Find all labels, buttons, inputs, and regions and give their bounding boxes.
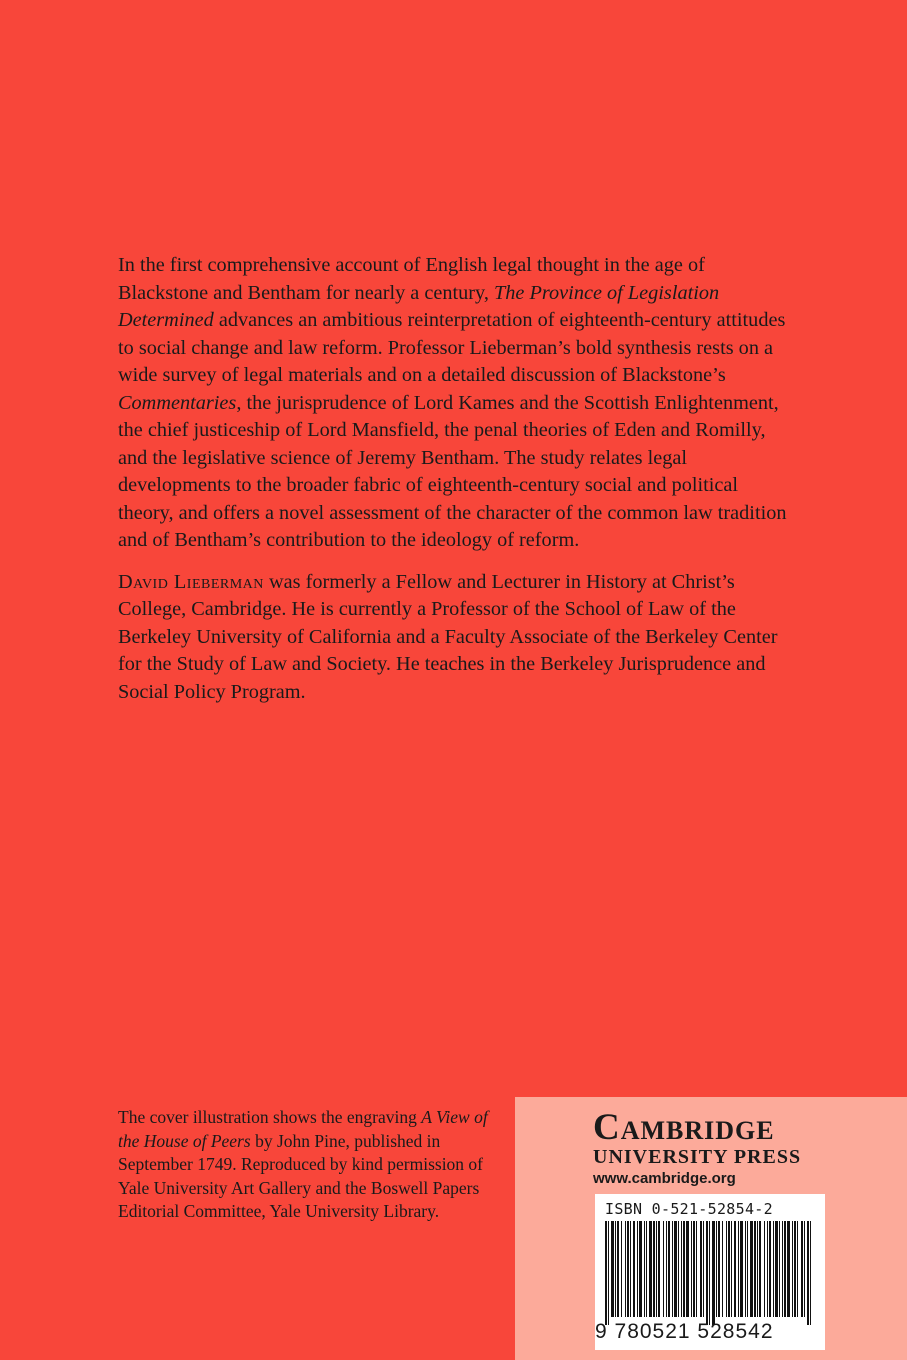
barcode-bar bbox=[683, 1221, 685, 1317]
barcode-bar bbox=[666, 1221, 667, 1317]
barcode-panel bbox=[595, 1194, 825, 1350]
barcode-bar bbox=[653, 1221, 655, 1317]
barcode-bar bbox=[678, 1221, 679, 1317]
barcode-bar bbox=[794, 1221, 796, 1317]
barcode-bar bbox=[784, 1221, 786, 1317]
barcode-bar bbox=[754, 1221, 756, 1317]
barcode-bar bbox=[801, 1221, 803, 1317]
barcode-bar bbox=[716, 1221, 717, 1317]
barcode-bar bbox=[810, 1221, 811, 1325]
book-title: The Province of Legislation Determined bbox=[118, 281, 720, 331]
description-paragraph bbox=[118, 252, 798, 555]
barcode-bar bbox=[693, 1221, 695, 1317]
barcode-bar bbox=[608, 1221, 609, 1325]
barcode-bar bbox=[706, 1221, 708, 1325]
barcode-bar bbox=[691, 1221, 692, 1317]
publisher-name: Cambridge bbox=[593, 1107, 775, 1148]
barcode-bar bbox=[738, 1221, 739, 1317]
barcode-bar bbox=[630, 1221, 631, 1317]
barcode-bar bbox=[782, 1221, 783, 1317]
barcode-bar bbox=[663, 1221, 664, 1317]
barcode-bar bbox=[637, 1221, 638, 1317]
barcode-bar bbox=[740, 1221, 743, 1317]
isbn-label: ISBN 0-521-52854-2 bbox=[605, 1200, 773, 1218]
barcode-bar bbox=[726, 1221, 727, 1317]
barcode-bar bbox=[759, 1221, 761, 1317]
barcode-bar bbox=[644, 1221, 645, 1317]
barcode-bar bbox=[745, 1221, 746, 1317]
barcode-bar bbox=[611, 1221, 614, 1317]
barcode-bar bbox=[703, 1221, 704, 1317]
barcode-bar bbox=[747, 1221, 748, 1317]
barcode-bar bbox=[712, 1221, 715, 1325]
barcode-icon bbox=[603, 1221, 817, 1325]
barcode-bar bbox=[779, 1221, 780, 1317]
barcode-bar bbox=[757, 1221, 758, 1317]
barcode-bar bbox=[658, 1221, 660, 1317]
cover-credit bbox=[118, 1106, 498, 1224]
publisher-url: www.cambridge.org bbox=[593, 1170, 736, 1187]
barcode-bar bbox=[696, 1221, 697, 1317]
barcode-bar bbox=[605, 1221, 607, 1325]
barcode-bar bbox=[681, 1221, 682, 1317]
author-bio-text: was formerly a Fellow and Lecturer in History at Christ’s College, Cambridge. He is currently a Professor of the School of Law of the Berkeley University of California and a Faculty Associate of the Berkeley Center for the Study of Law and Society. He teaches in the Berkeley Jurisprudence and Social Policy Program. bbox=[118, 570, 778, 703]
barcode-bar bbox=[686, 1221, 689, 1317]
barcode-bar bbox=[734, 1221, 736, 1317]
description-text-3: , the jurisprudence of Lord Kames and the Scottish Enlightenment, the chief justiceship of Lord Mansfield, the penal theories of Eden and Romilly, and the legislative science of Jeremy Bentham. The study relates legal developments to the broader fabric of eighteenth-century social and political theory, and offers a novel assessment of the character of the common law tradition and of Bentham’s contribution to the ideology of reform. bbox=[118, 391, 787, 551]
barcode-bar bbox=[775, 1221, 778, 1317]
barcode-bar bbox=[672, 1221, 673, 1317]
barcode-bar bbox=[750, 1221, 753, 1317]
barcode-bar bbox=[792, 1221, 793, 1317]
barcode-bar bbox=[767, 1221, 768, 1317]
barcode-bar bbox=[787, 1221, 790, 1317]
barcode-bar bbox=[615, 1221, 616, 1317]
publisher-subtitle: UNIVERSITY PRESS bbox=[593, 1146, 802, 1168]
barcode-bar bbox=[807, 1221, 809, 1325]
barcode-bar bbox=[627, 1221, 629, 1317]
barcode-bar bbox=[700, 1221, 702, 1317]
barcode-bar bbox=[731, 1221, 732, 1317]
barcode-bar bbox=[668, 1221, 670, 1317]
barcode-bar bbox=[617, 1221, 619, 1317]
credit-text-1: The cover illustration shows the engraving bbox=[118, 1107, 422, 1127]
barcode-bar bbox=[728, 1221, 730, 1317]
barcode-bar bbox=[773, 1221, 774, 1317]
barcode-bar bbox=[764, 1221, 765, 1317]
credit-text-2: by John Pine, published in September 1749. Reproduced by kind permission of Yale University Art Gallery and the Boswell Papers Editorial Committee, Yale University Library. bbox=[118, 1130, 484, 1221]
barcode-bar bbox=[722, 1221, 723, 1317]
author-name: David Lieberman bbox=[118, 570, 264, 593]
work-title-commentaries: Commentaries bbox=[118, 391, 237, 414]
cover-credit-text bbox=[118, 1106, 498, 1224]
barcode-bar bbox=[633, 1221, 635, 1317]
publisher-box bbox=[515, 1097, 907, 1360]
description-text-1: In the first comprehensive account of English legal thought in the age of Blackstone and Bentham for nearly a century, bbox=[118, 254, 705, 304]
barcode-bar bbox=[649, 1221, 652, 1317]
barcode-bar bbox=[674, 1221, 677, 1317]
barcode-bar bbox=[646, 1221, 647, 1317]
description-text-2: advances an ambitious reinterpretation of eighteenth-century attitudes to social change and law reform. Professor Lieberman’s bold synthesis rests on a wide survey of legal materials and on a detailed discussion of Blackstone’s bbox=[118, 309, 786, 386]
barcode-bar bbox=[656, 1221, 657, 1317]
back-cover-blurb bbox=[118, 252, 798, 706]
barcode-bar bbox=[639, 1221, 642, 1317]
barcode-bar bbox=[769, 1221, 771, 1317]
barcode-bar bbox=[804, 1221, 805, 1317]
barcode-bar bbox=[709, 1221, 710, 1325]
barcode-bar bbox=[621, 1221, 622, 1317]
author-bio-paragraph bbox=[118, 569, 798, 707]
barcode-bar bbox=[718, 1221, 720, 1317]
engraving-title: A View of the House of Peers bbox=[118, 1107, 488, 1151]
barcode-bar bbox=[625, 1221, 626, 1317]
barcode-number: 9 780521 528542 bbox=[595, 1320, 774, 1343]
barcode-bar bbox=[797, 1221, 798, 1317]
